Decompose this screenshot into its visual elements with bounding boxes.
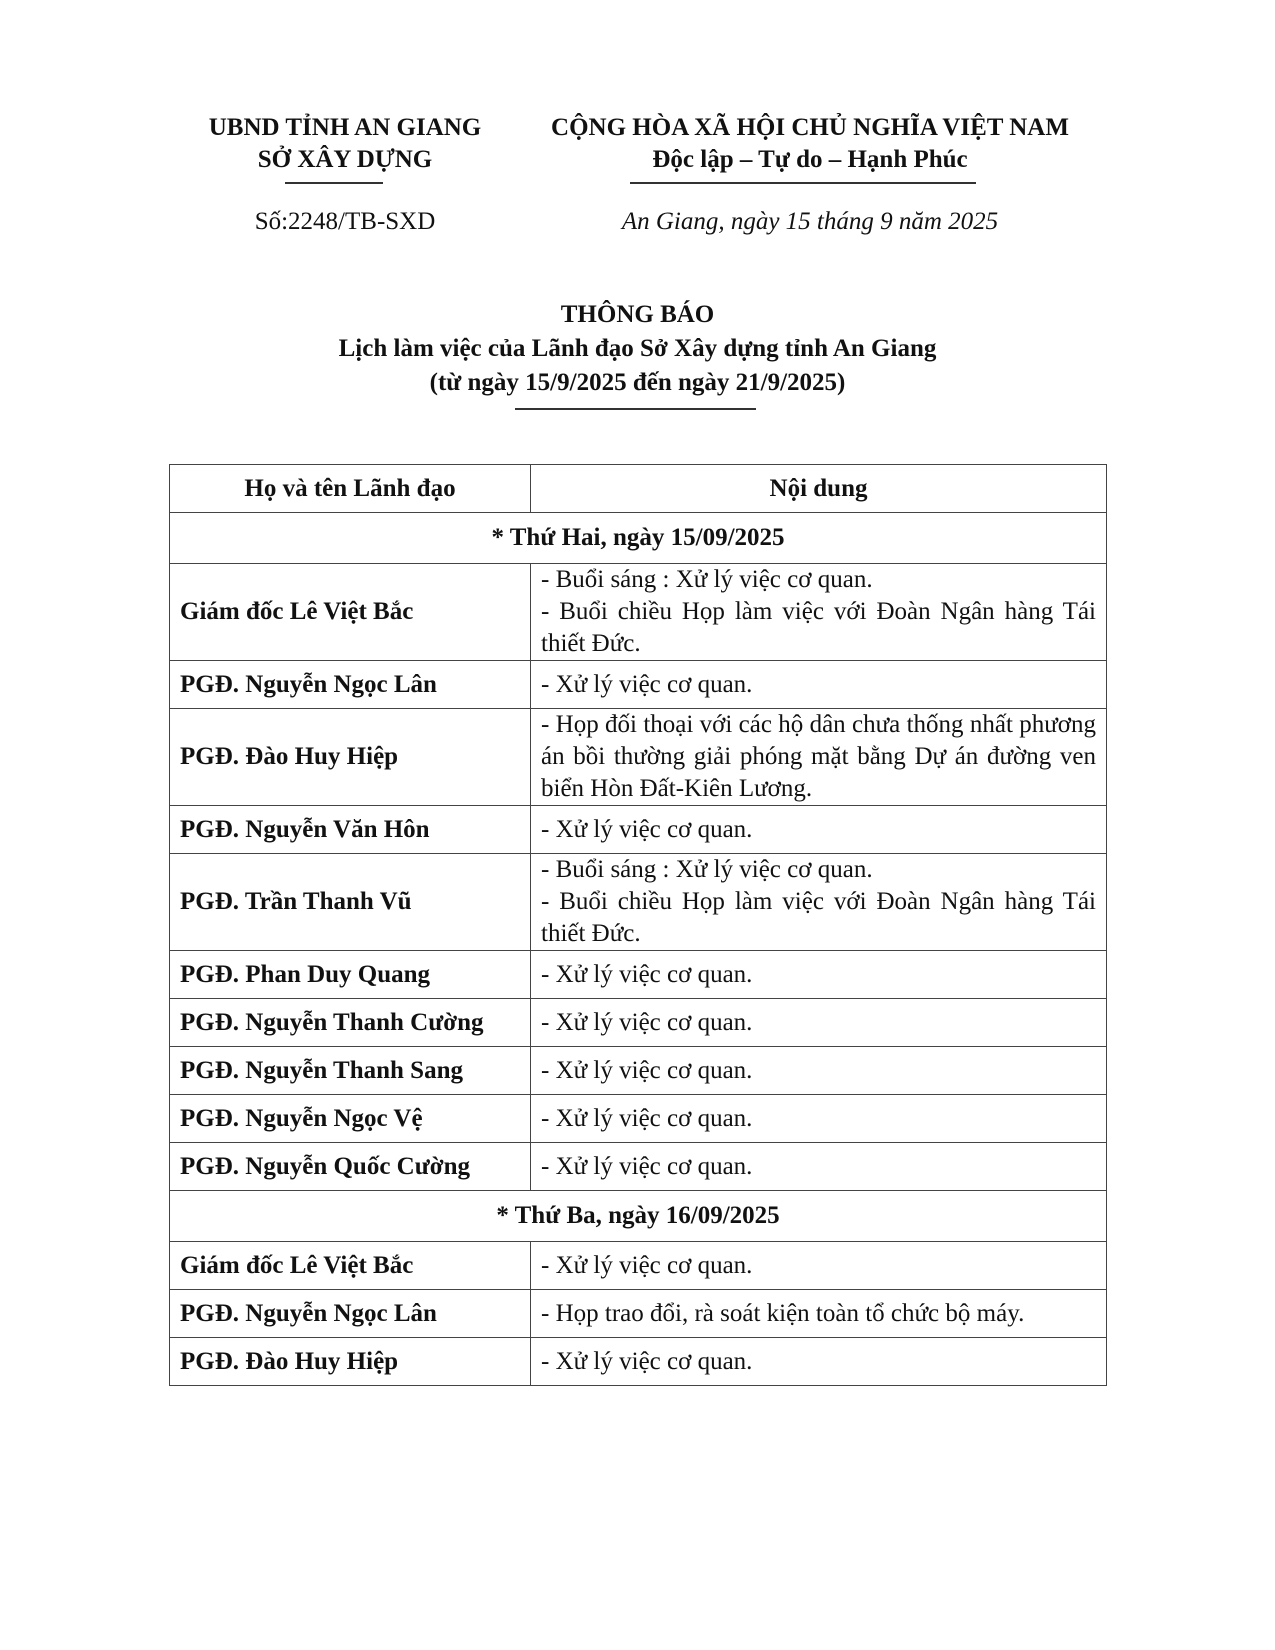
schedule-content xyxy=(531,1290,1107,1338)
table-header-row xyxy=(170,465,1107,513)
agency-header xyxy=(190,112,500,176)
schedule-content xyxy=(531,564,1107,661)
table-row xyxy=(170,1095,1107,1143)
leader-name: PGĐ. Nguyễn Thanh Cường xyxy=(170,999,531,1047)
leader-name: PGĐ. Đào Huy Hiệp xyxy=(170,709,531,806)
schedule-content xyxy=(531,661,1107,709)
schedule-content xyxy=(531,1047,1107,1095)
content-line: - Xử lý việc cơ quan. xyxy=(541,815,753,843)
table-row xyxy=(170,1338,1107,1386)
table-row xyxy=(170,1242,1107,1290)
leader-name: Giám đốc Lê Việt Bắc xyxy=(170,564,531,661)
day-row xyxy=(170,513,1107,564)
national-motto: Độc lập – Tự do – Hạnh Phúc xyxy=(652,146,968,173)
schedule-content xyxy=(531,1143,1107,1191)
content-line: - Buổi chiều Họp làm việc với Đoàn Ngân hàng Tái thiết Đức. xyxy=(541,888,1096,947)
day-row xyxy=(170,1191,1107,1242)
table-row xyxy=(170,999,1107,1047)
content-line: - Xử lý việc cơ quan. xyxy=(541,670,753,698)
content-line: - Xử lý việc cơ quan. xyxy=(541,1008,753,1036)
leader-name: PGĐ. Trần Thanh Vũ xyxy=(170,854,531,951)
motto-underline xyxy=(630,182,976,184)
column-header-name: Họ và tên Lãnh đạo xyxy=(170,465,531,513)
document-number: Số:2248/TB-SXD xyxy=(254,208,436,235)
leader-name: PGĐ. Nguyễn Ngọc Lân xyxy=(170,661,531,709)
schedule-table xyxy=(169,464,1107,1386)
content-line: - Họp trao đổi, rà soát kiện toàn tổ chức bộ máy. xyxy=(541,1299,1025,1327)
content-line: - Xử lý việc cơ quan. xyxy=(541,1347,753,1375)
leader-name: PGĐ. Nguyễn Ngọc Vệ xyxy=(170,1095,531,1143)
schedule-content xyxy=(531,709,1107,806)
content-line: - Xử lý việc cơ quan. xyxy=(541,1104,753,1132)
content-line: - Họp đối thoại với các hộ dân chưa thống nhất phương án bồi thường giải phóng mặt bằng Dự án đường ven biển Hòn Đất-Kiên Lương. xyxy=(541,711,1096,802)
day-label: * Thứ Ba, ngày 16/09/2025 xyxy=(170,1191,1107,1242)
leader-name: PGĐ. Nguyễn Ngọc Lân xyxy=(170,1290,531,1338)
leader-name: PGĐ. Đào Huy Hiệp xyxy=(170,1338,531,1386)
content-line: - Xử lý việc cơ quan. xyxy=(541,1056,753,1084)
content-line: - Xử lý việc cơ quan. xyxy=(541,960,753,988)
column-header-content: Nội dung xyxy=(531,465,1107,513)
agency-name: SỞ XÂY DỰNG xyxy=(257,146,433,173)
leader-name: PGĐ. Nguyễn Thanh Sang xyxy=(170,1047,531,1095)
schedule-content xyxy=(531,999,1107,1047)
content-line: - Xử lý việc cơ quan. xyxy=(541,1251,753,1279)
table-row xyxy=(170,1290,1107,1338)
content-line: - Buổi sáng : Xử lý việc cơ quan. xyxy=(541,566,873,593)
content-line: - Buổi chiều Họp làm việc với Đoàn Ngân hàng Tái thiết Đức. xyxy=(541,598,1096,657)
national-header xyxy=(540,112,1080,176)
national-title: CỘNG HÒA XÃ HỘI CHỦ NGHĨA VIỆT NAM xyxy=(551,114,1069,141)
table-row xyxy=(170,709,1107,806)
table-row xyxy=(170,854,1107,951)
day-label: * Thứ Hai, ngày 15/09/2025 xyxy=(170,513,1107,564)
place-date: An Giang, ngày 15 tháng 9 năm 2025 xyxy=(621,208,999,235)
title-line-2: Lịch làm việc của Lãnh đạo Sở Xây dựng tỉnh An Giang xyxy=(338,335,937,362)
schedule-content xyxy=(531,854,1107,951)
table-row xyxy=(170,1143,1107,1191)
title-underline xyxy=(515,408,756,410)
content-line: - Xử lý việc cơ quan. xyxy=(541,1152,753,1180)
leader-name: Giám đốc Lê Việt Bắc xyxy=(170,1242,531,1290)
schedule-content xyxy=(531,1095,1107,1143)
title-line-3: (từ ngày 15/9/2025 đến ngày 21/9/2025) xyxy=(429,369,846,396)
title-line-1: THÔNG BÁO xyxy=(560,301,715,328)
table-row xyxy=(170,1047,1107,1095)
table-row xyxy=(170,806,1107,854)
agency-underline xyxy=(285,182,383,184)
table-row xyxy=(170,564,1107,661)
document-title xyxy=(200,298,1075,400)
table-row xyxy=(170,661,1107,709)
schedule-body xyxy=(170,513,1107,1386)
leader-name: PGĐ. Nguyễn Văn Hôn xyxy=(170,806,531,854)
content-line: - Buổi sáng : Xử lý việc cơ quan. xyxy=(541,856,873,883)
schedule-content xyxy=(531,806,1107,854)
leader-name: PGĐ. Phan Duy Quang xyxy=(170,951,531,999)
schedule-content xyxy=(531,951,1107,999)
agency-parent: UBND TỈNH AN GIANG xyxy=(208,114,482,141)
table-row xyxy=(170,951,1107,999)
schedule-content xyxy=(531,1338,1107,1386)
schedule-content xyxy=(531,1242,1107,1290)
leader-name: PGĐ. Nguyễn Quốc Cường xyxy=(170,1143,531,1191)
